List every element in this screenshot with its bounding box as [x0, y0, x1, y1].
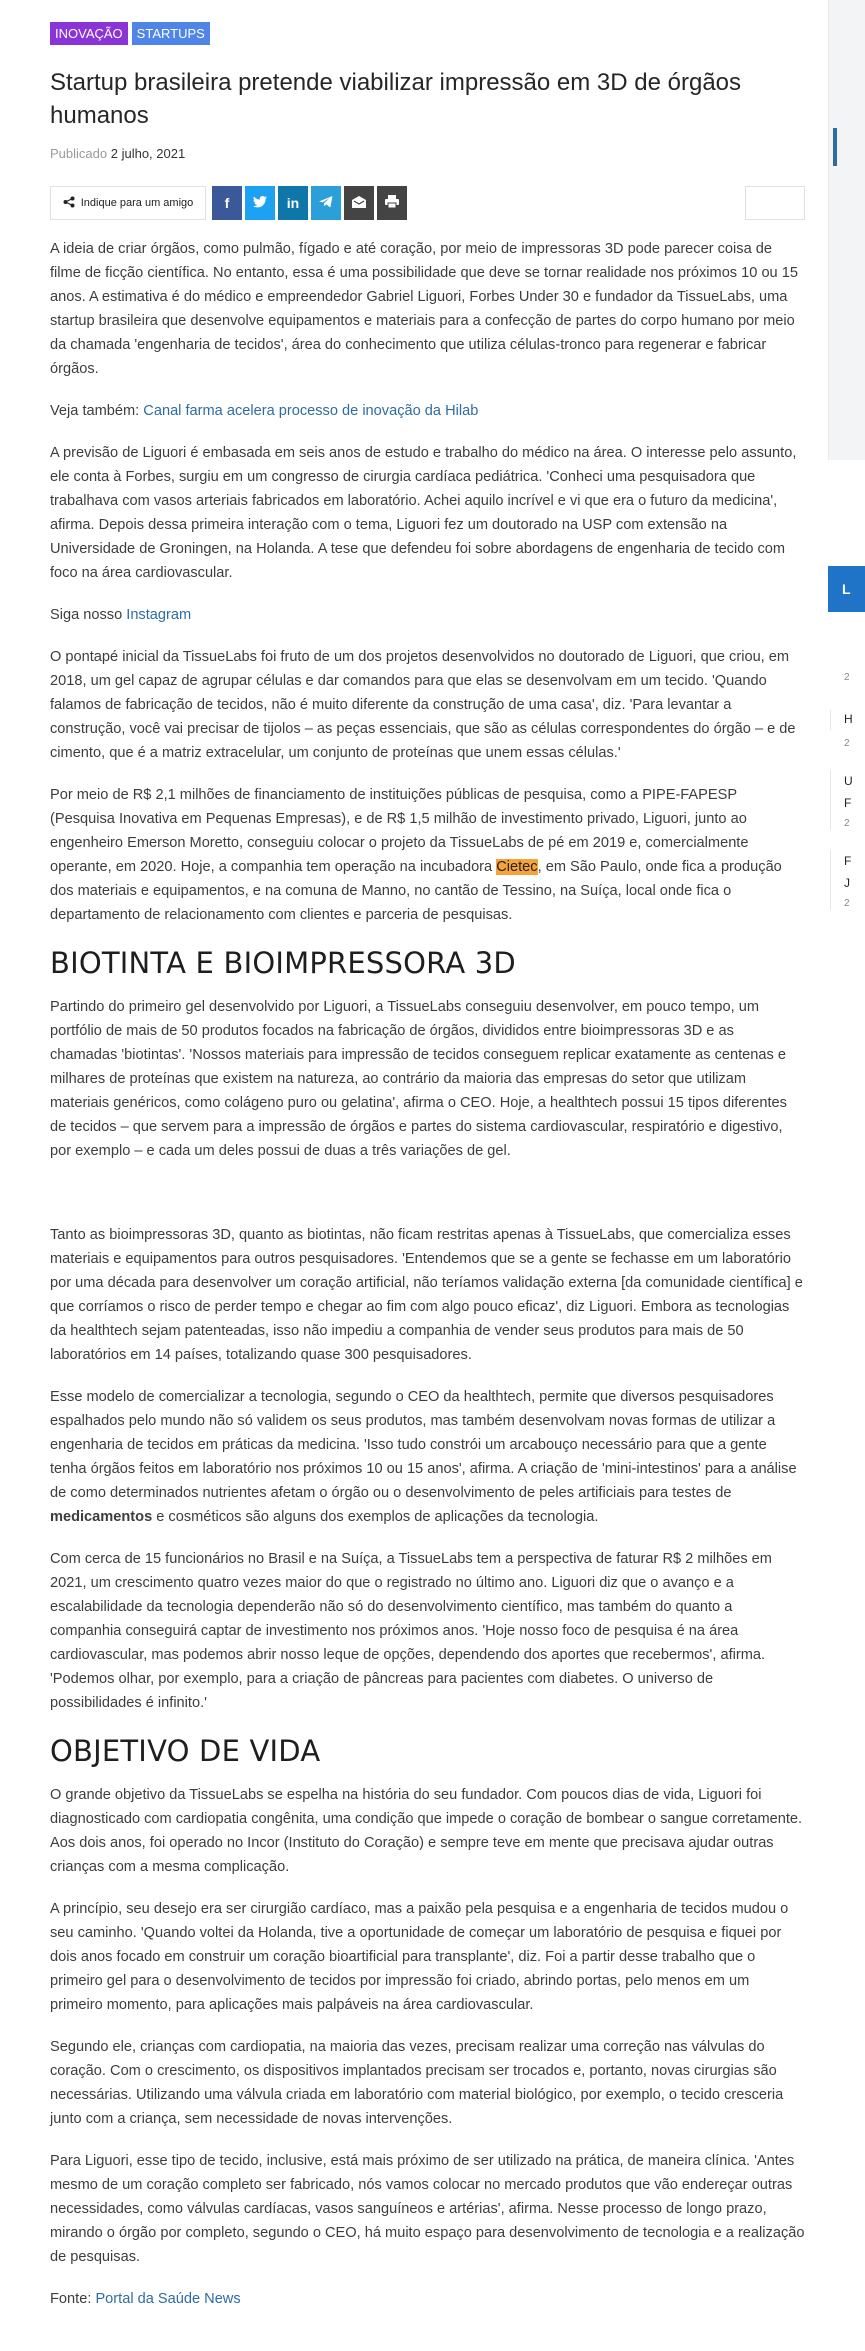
sidebar-item[interactable]: F — [844, 854, 852, 868]
paragraph: O pontapé inicial da TissueLabs foi fruto de um dos projetos desenvolvidos no doutorado de Liguori, que criou, em 2018, um gel capaz de agrupar células e dar comandos para que elas se desenvolvam em um tecido. 'Quando falamos de fabricação de tecidos, não é muito diferente da construção de uma casa', diz. 'Para levantar a construção, você vai precisar de tijolos – as peças essenciais, que são as células correspondentes do órgão – e de cimento, que é a matriz extracelular, um conjunto de proteínas que unem essas células.' — [50, 649, 796, 761]
telegram-share-button[interactable] — [311, 186, 341, 220]
sidebar-item[interactable]: 2 — [844, 672, 850, 683]
sidebar-accent — [833, 128, 837, 166]
published-label: Publicado — [50, 146, 108, 161]
follow-us — [50, 603, 805, 627]
source-label: Fonte: — [50, 2291, 96, 2307]
paragraph-text: , em São Paulo, onde fica a produção dos materiais e equipamentos, e na comuna de Manno, no cantão de Tessino, na Suíça, local onde fica o departamento de relacionamento com clientes e parceria de pesquisas. — [50, 859, 782, 923]
see-also-label: Veja também: — [50, 403, 144, 419]
sidebar-item[interactable]: F — [844, 796, 852, 810]
source — [50, 2287, 805, 2311]
printer-icon — [385, 195, 399, 211]
facebook-icon: f — [224, 195, 230, 211]
article-title: Startup brasileira pretende viabilizar impressão em 3D de órgãos humanos — [50, 69, 742, 129]
sidebar-widget — [828, 0, 865, 460]
paragraph — [50, 1385, 805, 1529]
paragraph-text: Esse modelo de comercializar a tecnologia, segundo o CEO da healthtech, permite que diversos pesquisadores espalhados pelo mundo não só validem os seus produtos, mas também desenvolvam novas formas de utilizar a engenharia de tecidos em práticas da medicina. 'Isso tudo constrói um arcabouço necessário para que a gente tenha órgãos feitos em laboratório nos próximos 10 ou 15 anos', afirma. A criação de 'mini-intestinos' para a análise de como determinados nutrientes afetam o órgão ou o desenvolvimento de peles artificiais para testes de — [50, 1389, 797, 1501]
paragraph: A ideia de criar órgãos, como pulmão, fígado e até coração, por meio de impressoras 3D pode parecer coisa de filme de ficção científica. No entanto, essa é uma possibilidade que deve se tornar realidade nos próximos 10 ou 15 anos. A estimativa é do médico e empreendedor Gabriel Liguori, Forbes Under 30 e fundador da TissueLabs, uma startup brasileira que desenvolve equipamentos e materiais para a confecção de partes do corpo humano por meio da chamada 'engenharia de tecidos', área do conhecimento que utiliza células-tronco para regenerar e fabricar órgãos. — [50, 241, 798, 377]
sidebar-tab-label: L — [842, 581, 851, 597]
share-with-friend-button[interactable] — [50, 186, 206, 220]
paragraph: Segundo ele, crianças com cardiopatia, na maioria das vezes, precisam realizar uma correção nas válvulas do coração. Com o crescimento, os dispositivos implantados precisam ser trocados e, portanto, novas cirurgias são necessárias. Utilizando uma válvula criada em laboratório com material biológico, por exemplo, o tecido cresceria junto com a criança, sem necessidade de novas intervenções. — [50, 2039, 784, 2127]
section-heading: BIOTINTA E BIOIMPRESSORA 3D — [50, 946, 516, 980]
linkedin-share-button[interactable] — [278, 186, 308, 220]
paragraph — [50, 783, 805, 927]
paragraph: Para Liguori, esse tipo de tecido, inclusive, está mais próximo de ser utilizado na prática, de maneira clínica. 'Antes mesmo de um coração completo ser fabricado, nós vamos colocar no mercado produtos que vão endereçar outras necessidades, como válvulas cardíacas, vasos sanguíneos e artérias', afirma. Nesse processo de longo prazo, mirando o órgão por completo, segundo o CEO, há muito espaço para desenvolvimento de tecnologia e a realização de pesquisas. — [50, 2153, 805, 2265]
sidebar-item[interactable]: J — [844, 876, 850, 890]
publish-date: 2 julho, 2021 — [110, 146, 186, 161]
email-share-button[interactable] — [344, 186, 374, 220]
share-bar — [50, 186, 805, 220]
section-heading: OBJETIVO DE VIDA — [50, 1734, 321, 1768]
paragraph: A previsão de Liguori é embasada em seis anos de estudo e trabalho do médico na área. O interesse pelo assunto, ele conta à Forbes, surgiu em um congresso de cirurgia cardíaca pediátrica. 'Conheci uma pesquisadora que trabalhava com vasos arteriais fabricados em laboratório. Achei aquilo incrível e vi que era o futuro da medicina', afirma. Depois dessa primeira interação com o tema, Liguori fez um doutorado na USP com extensão na Universidade de Groningen, na Holanda. A tese que defendeu foi sobre abordagens de engenharia de tecido com foco na área cardiovascular. — [50, 445, 797, 581]
share-with-friend-label: Indique para um amigo — [80, 197, 194, 209]
sidebar-divider — [828, 0, 829, 460]
telegram-icon — [319, 195, 333, 211]
source-link[interactable]: Portal da Saúde News — [95, 2291, 241, 2307]
twitter-share-button[interactable] — [245, 186, 275, 220]
share-icon — [63, 196, 75, 211]
paragraph-text: e cosméticos são alguns dos exemplos de aplicações da tecnologia. — [152, 1509, 599, 1525]
see-also-link[interactable]: Canal farma acelera processo de inovação da Hilab — [143, 403, 479, 419]
linkedin-icon: in — [286, 195, 300, 211]
sidebar-tab[interactable] — [828, 566, 865, 612]
category-tags — [50, 22, 210, 45]
sidebar-item[interactable]: 2 — [844, 738, 850, 749]
bold-term: medicamentos — [50, 1509, 153, 1525]
paragraph: O grande objetivo da TissueLabs se espelha na história do seu fundador. Com poucos dias de vida, Liguori foi diagnosticado com cardiopatia congênita, uma condição que impede o coração de bombear o sangue corretamente. Aos dois anos, foi operado no Incor (Instituto do Coração) e sempre teve em mente que precisava ajudar outras crianças com a mesma complicação. — [50, 1787, 803, 1875]
embed-spacer — [50, 1181, 805, 1223]
share-count-box — [745, 186, 805, 220]
sidebar-item[interactable]: 2 — [844, 898, 850, 909]
follow-label: Siga nosso — [50, 607, 127, 623]
paragraph: Com cerca de 15 funcionários no Brasil e na Suíça, a TissueLabs tem a perspectiva de faturar R$ 2 milhões em 2021, um crescimento quatro vezes maior do que o registrado no último ano. Liguori diz que o avanço e a escalabilidade da tecnologia dependerão não só do desenvolvimento científico, mas também do quanto a companhia conseguirá captar de investimento nos próximos anos. 'Hoje nosso foco de pesquisa é na área cardiovascular, mas podemos abrir nosso leque de opções, dependendo dos aportes que recebermos', afirma. 'Podemos olhar, por exemplo, para a criação de pâncreas para pacientes com diabetes. O universo de possibilidades é infinito.' — [50, 1551, 772, 1711]
sidebar-item[interactable]: 2 — [844, 818, 850, 829]
twitter-icon — [253, 195, 267, 211]
paragraph: Partindo do primeiro gel desenvolvido por Liguori, a TissueLabs conseguiu desenvolver, em pouco tempo, um portfólio de mais de 50 produtos focados na fabricação de órgãos, divididos entre bioimpressoras 3D e as chamadas 'biotintas'. 'Nossos materiais para impressão de tecidos conseguem replicar exatamente as centenas e milhares de proteínas que existem na natureza, ao contrário da maioria das empresas do setor que utilizam materiais genéricos, como colágeno puro ou gelatina', afirma o CEO. Hoje, a healthtech possui 15 tipos diferentes de tecidos – que servem para a impressão de órgãos e partes do sistema cardiovascular, respiratório e digestivo, por exemplo – e cada um deles possui de duas a três variações de gel. — [50, 999, 787, 1159]
sidebar-item[interactable]: U — [844, 774, 853, 788]
see-also — [50, 399, 805, 423]
publish-meta — [50, 146, 185, 161]
instagram-link[interactable]: Instagram — [126, 607, 192, 623]
facebook-share-button[interactable] — [212, 186, 242, 220]
article-body — [50, 237, 805, 2329]
tag-inovacao[interactable]: INOVAÇÃO — [50, 22, 128, 45]
email-icon — [352, 195, 366, 211]
paragraph-text: Por meio de R$ 2,1 milhões de financiamento de instituições públicas de pesquisa, como a PIPE-FAPESP (Pesquisa Inovativa em Pequenas Empresas), e de R$ 1,5 milhão de investimento privado, Liguori, junto ao engenheiro Emerson Moretto, conseguiu colocar o projeto da TissueLabs de pé em 2019 e, comercialmente operante, em 2020. Hoje, a companhia tem operação na incubadora — [50, 787, 749, 875]
paragraph: A princípio, seu desejo era ser cirurgião cardíaco, mas a paixão pela pesquisa e a engenharia de tecidos mudou o seu caminho. 'Quando voltei da Holanda, tive a oportunidade de começar um laboratório de pesquisa e fiquei por dois anos focado em construir um coração bioartificial para transplante', diz. Foi a partir desse trabalho que o primeiro gel para o desenvolvimento de tecidos por impressão foi criado, abrindo portas, pelo menos em um primeiro momento, para aplicações mais palpáveis na área cardiovascular. — [50, 1901, 789, 2013]
sidebar-item[interactable]: H — [844, 712, 853, 726]
tag-startups[interactable]: STARTUPS — [132, 22, 210, 45]
print-button[interactable] — [377, 186, 407, 220]
highlighted-term: Cietec — [496, 859, 538, 875]
paragraph: Tanto as bioimpressoras 3D, quanto as biotintas, não ficam restritas apenas à TissueLabs, que comercializa esses materiais e equipamentos para outros pesquisadores. 'Entendemos que se a gente se fechasse em um laboratório por uma década para desenvolver um coração artificial, não teríamos validação externa [da comunidade científica] e que corríamos o risco de perder tempo e chegar ao fim com algo pouco eficaz', diz Liguori. Embora as tecnologias da healthtech sejam patenteadas, isso não impediu a companhia de vender seus produtos para mais de 50 laboratórios em 14 países, totalizando quase 300 pesquisadores. — [50, 1227, 803, 1363]
